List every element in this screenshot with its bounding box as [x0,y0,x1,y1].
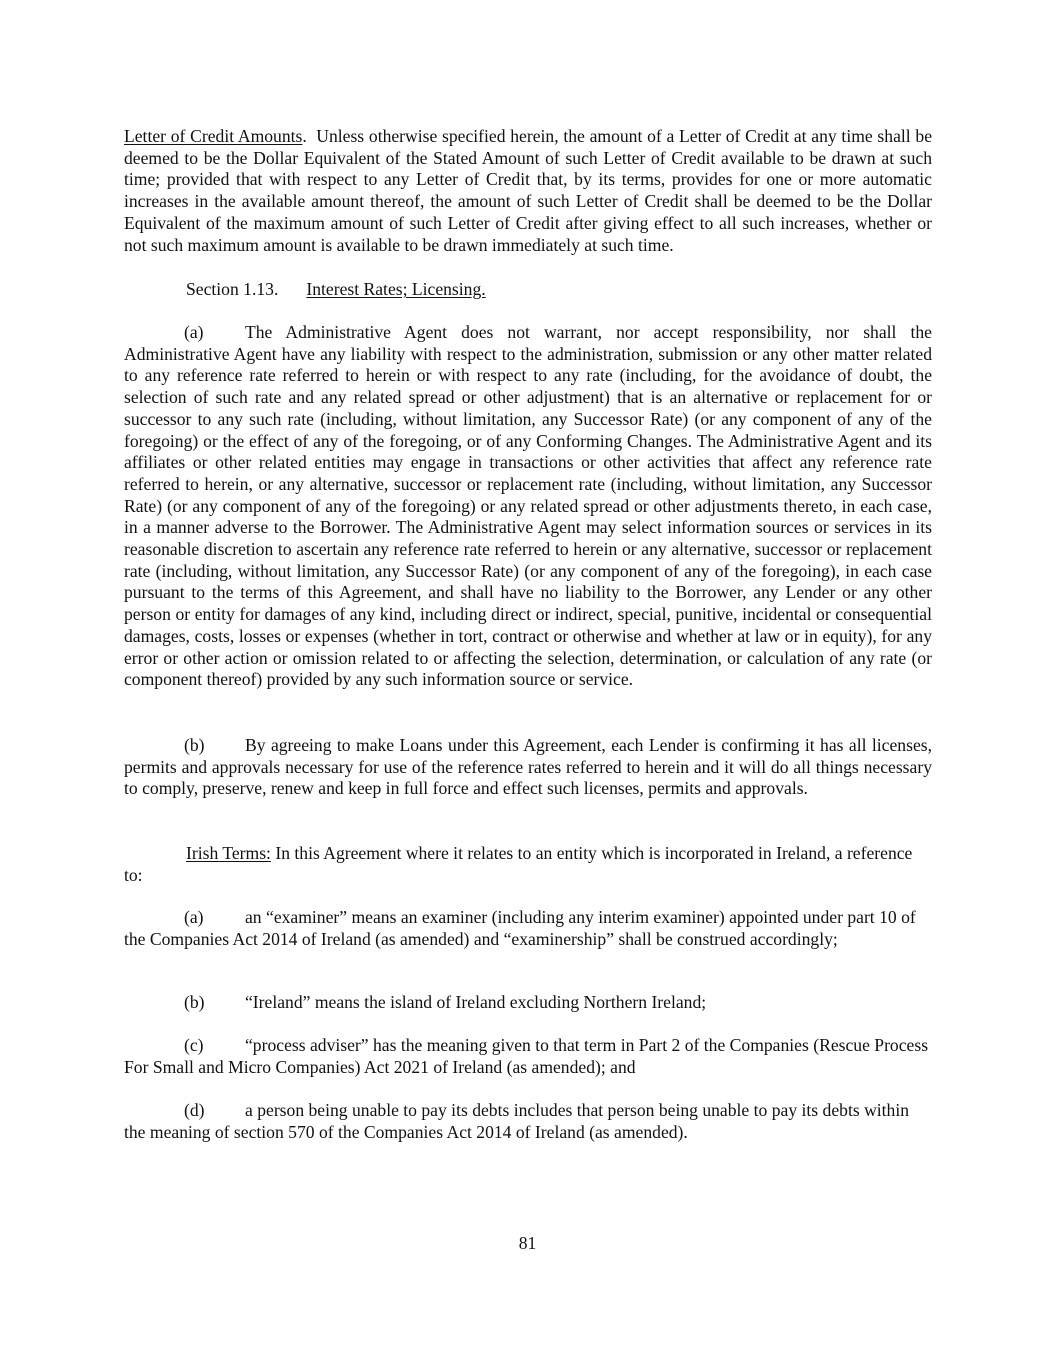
irish-term-item [124,907,932,950]
irish-term-item [124,992,932,1014]
letter-of-credit-amounts-paragraph [124,126,932,256]
irish-term-marker: (c) [184,1035,204,1055]
irish-terms-heading: Irish Terms: [186,843,271,863]
irish-term-text: an “examiner” means an examiner (including any interim examiner) appointed under part 10 of the Companies Act 2014 of Ireland (as amended) and “examinership” shall be construed accordingly; [124,907,916,949]
irish-terms-paragraph [124,843,932,886]
page-number: 81 [518,1233,537,1253]
letter-of-credit-amounts-body: Unless otherwise specified herein, the amount of a Letter of Credit at any time shall be deemed to be the Dollar Equivalent of the Stated Amount of such Letter of Credit available to be drawn at such time; provided that with respect to any Letter of Credit that, by its terms, provides for one or more automatic increases in the available amount thereof, the amount of such Letter of Credit shall be deemed to be the Dollar Equivalent of the maximum amount of such Letter of Credit after giving effect to all such increases, whether or not such maximum amount is available to be drawn immediately at such time. [124,126,933,255]
irish-term-text: a person being unable to pay its debts includes that person being unable to pay its debts within the meaning of section 570 of the Companies Act 2014 of Ireland (as amended). [124,1100,910,1142]
irish-term-item [124,1035,932,1078]
irish-term-text: “Ireland” means the island of Ireland excluding Northern Ireland; [245,992,707,1012]
irish-terms-intro: In this Agreement where it relates to an entity which is incorporated in Ireland, a reference to: [124,843,913,885]
paragraph-b-text: By agreeing to make Loans under this Agreement, each Lender is confirming it has all licenses, permits and approvals necessary for use of the reference rates referred to herein and it will do all things necessary to comply, preserve, renew and keep in full force and effect such licenses, permits and approvals. [124,735,932,799]
paragraph-a-marker: (a) [184,322,204,342]
paragraph-a-administrative-agent [124,322,932,691]
section-1-13-heading [124,279,932,301]
heading-period: . [302,126,307,146]
paragraph-a-text: The Administrative Agent does not warrant, nor accept responsibility, nor shall the Administrative Agent have any liability with respect to the administration, submission or any other matter related to any reference rate referred to herein or with respect to any rate (including, for the avoidance of doubt, the selection of such rate and any related spread or other adjustment) that is an alternative or replacement for or successor to any such rate (including, without limitation, any Successor Rate) (or any component of any of the foregoing) or the effect of any of the foregoing, or of any Conforming Changes. The Administrative Agent and its affiliates or other related entities may engage in transactions or other activities that affect any reference rate referred to herein, or any alternative, successor or replacement rate (including, without limitation, any Successor Rate) (or any component of any of the foregoing) or any related spread or other adjustments thereto, in each case, in a manner adverse to the Borrower. The Administrative Agent may select information sources or services in its reasonable discretion to ascertain any reference rate referred to herein or any alternative, successor or replacement rate (including, without limitation, any Successor Rate) (or any component of any of the foregoing), in each case pursuant to the terms of this Agreement, and shall have no liability to the Borrower, any Lender or any other person or entity for damages of any kind, including direct or indirect, special, punitive, incidental or consequential damages, costs, losses or expenses (whether in tort, contract or otherwise and whether at law or in equity), for any error or other action or omission related to or affecting the selection, determination, or calculation of any rate (or component thereof) provided by any such information source or service. [124,322,932,690]
irish-term-marker: (b) [184,992,205,1012]
irish-term-marker: (a) [184,907,204,927]
irish-term-marker: (d) [184,1100,205,1120]
section-title: Interest Rates; Licensing. [306,279,486,299]
paragraph-b-marker: (b) [184,735,205,755]
irish-term-text: “process adviser” has the meaning given to that term in Part 2 of the Companies (Rescue Process For Small and Micro Companies) Act 2021 of Ireland (as amended); and [124,1035,929,1077]
section-number: Section 1.13. [186,279,279,299]
paragraph-b-licensing [124,735,932,800]
irish-term-item [124,1100,932,1143]
letter-of-credit-amounts-heading: Letter of Credit Amounts [124,126,303,146]
